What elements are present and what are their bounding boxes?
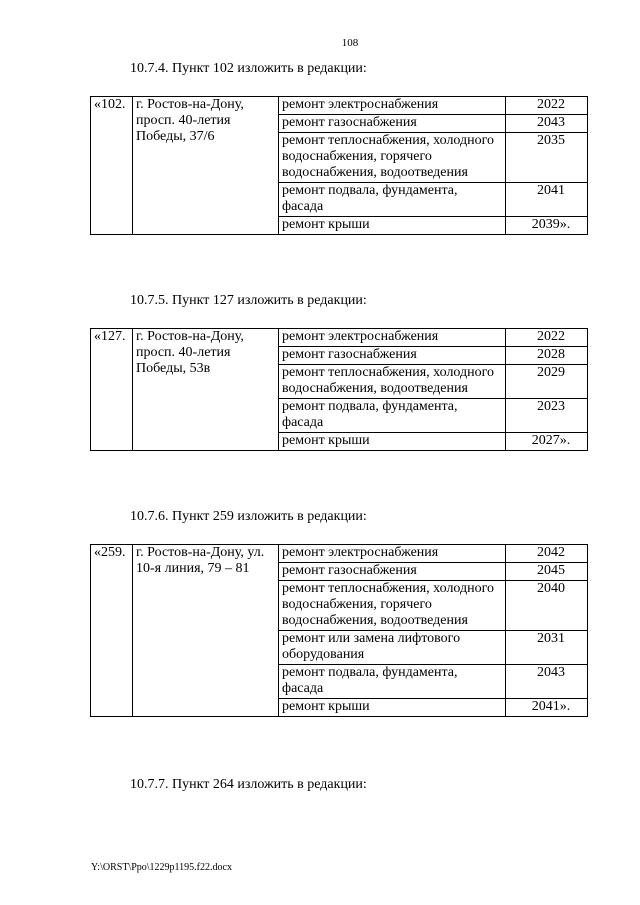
- year-cell: [506, 365, 588, 399]
- work-type-cell: ремонт крыши: [279, 217, 506, 235]
- work-type-cell: ремонт газоснабжения: [279, 347, 506, 365]
- year-cell: [506, 97, 588, 115]
- year-cell: [506, 347, 588, 365]
- year-value: 2023: [537, 399, 565, 414]
- year-cell: [506, 183, 588, 217]
- work-type-cell: ремонт электроснабжения: [279, 545, 506, 563]
- section-heading-2: 10.7.5. Пункт 127 изложить в редакции:: [130, 293, 367, 308]
- work-type-cell: ремонт или замена лифтового оборудования: [279, 631, 506, 665]
- work-type-cell: ремонт крыши: [279, 433, 506, 451]
- year-value: 2027».: [531, 433, 571, 448]
- work-type-cell: ремонт подвала, фундамента, фасада: [279, 665, 506, 699]
- year-cell: [506, 217, 588, 235]
- year-value: 2041».: [531, 699, 571, 714]
- year-value: 2022: [537, 97, 565, 112]
- year-value: 2039».: [531, 217, 571, 232]
- work-type-cell: ремонт газоснабжения: [279, 563, 506, 581]
- year-value: 2040: [537, 581, 565, 596]
- year-value: 2043: [537, 115, 565, 130]
- year-value: 2043: [537, 665, 565, 680]
- year-cell: [506, 631, 588, 665]
- year-value: 2029: [537, 365, 565, 380]
- section-heading-1: 10.7.4. Пункт 102 изложить в редакции:: [130, 61, 367, 76]
- section-heading-3: 10.7.6. Пункт 259 изложить в редакции:: [130, 509, 367, 524]
- address-cell: г. Ростов-на-Дону, просп. 40-летия Победы, 53в: [133, 329, 279, 451]
- year-cell: [506, 563, 588, 581]
- item-number: «127.: [91, 329, 133, 451]
- address-cell: г. Ростов-на-Дону, ул. 10-я линия, 79 – 81: [133, 545, 279, 717]
- year-value: 2022: [537, 329, 565, 344]
- year-cell: [506, 329, 588, 347]
- work-type-cell: ремонт крыши: [279, 699, 506, 717]
- year-cell: [506, 545, 588, 563]
- year-cell: [506, 665, 588, 699]
- work-type-cell: ремонт электроснабжения: [279, 97, 506, 115]
- year-cell: [506, 133, 588, 183]
- year-cell: [506, 399, 588, 433]
- amendment-table-2: [90, 328, 588, 451]
- section-heading-4: 10.7.7. Пункт 264 изложить в редакции:: [130, 777, 367, 792]
- year-value: 2045: [537, 563, 565, 578]
- table-row: [91, 545, 588, 563]
- work-type-cell: ремонт теплоснабжения, холодного водоснабжения, горячего водоснабжения, водоотведения: [279, 133, 506, 183]
- amendment-table-3: [90, 544, 588, 717]
- year-cell: [506, 581, 588, 631]
- year-cell: [506, 699, 588, 717]
- amendment-table-1: [90, 96, 588, 235]
- footer-file-path: Y:\ORST\Ppo\1229p1195.f22.docx: [91, 862, 232, 873]
- work-type-cell: ремонт подвала, фундамента, фасада: [279, 399, 506, 433]
- table-row: [91, 97, 588, 115]
- work-type-cell: ремонт подвала, фундамента, фасада: [279, 183, 506, 217]
- year-cell: [506, 433, 588, 451]
- work-type-cell: ремонт теплоснабжения, холодного водоснабжения, горячего водоснабжения, водоотведения: [279, 581, 506, 631]
- year-value: 2028: [537, 347, 565, 362]
- year-value: 2035: [537, 133, 565, 148]
- year-value: 2041: [537, 183, 565, 198]
- page-number: 108: [341, 37, 359, 49]
- work-type-cell: ремонт электроснабжения: [279, 329, 506, 347]
- year-value: 2031: [537, 631, 565, 646]
- work-type-cell: ремонт теплоснабжения, холодного водоснабжения, водоотведения: [279, 365, 506, 399]
- item-number: «102.: [91, 97, 133, 235]
- year-value: 2042: [537, 545, 565, 560]
- address-cell: г. Ростов-на-Дону, просп. 40-летия Победы, 37/6: [133, 97, 279, 235]
- work-type-cell: ремонт газоснабжения: [279, 115, 506, 133]
- year-cell: [506, 115, 588, 133]
- item-number: «259.: [91, 545, 133, 717]
- table-row: [91, 329, 588, 347]
